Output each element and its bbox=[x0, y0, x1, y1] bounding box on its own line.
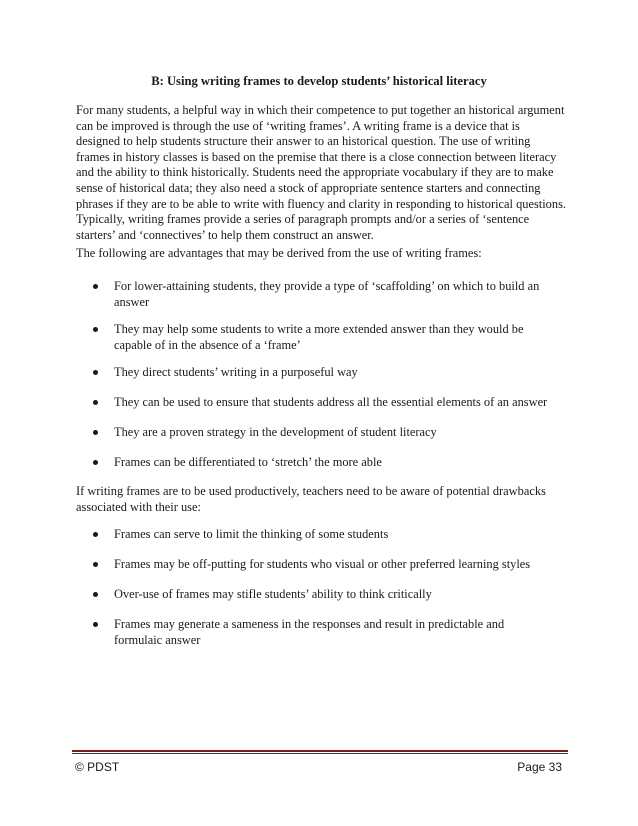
footer-page-number: Page 33 bbox=[517, 760, 562, 774]
bullet-icon bbox=[93, 327, 98, 332]
advantage-list-item: They direct students’ writing in a purposeful way bbox=[93, 365, 553, 381]
bullet-icon bbox=[93, 592, 98, 597]
bullet-icon bbox=[93, 430, 98, 435]
drawback-list-item: Frames can serve to limit the thinking of some students bbox=[93, 527, 553, 543]
intro-paragraph: For many students, a helpful way in which their competence to put together an historical argument can be improved is through the use of ‘writing frames’. A writing frame is a device that is designed to help students structure their answer to an historical question. The use of writing frames in history classes is based on the premise that there is a close connection between literacy and the ability to think historically. Students need the appropriate vocabulary if they are to make sense of historical data; they also need a stock of appropriate sentence starters and connecting phrases if they are to be able to write with fluency and clarity in responding to historical questions. Typically, writing frames provide a series of paragraph prompts and/or a series of ‘sentence starters’ and ‘connectives’ to help them construct an answer. bbox=[76, 103, 566, 242]
advantages-intro-paragraph: The following are advantages that may be derived from the use of writing frames: bbox=[76, 246, 482, 260]
drawback-list-item: Frames may generate a sameness in the responses and result in predictable and formulaic answer bbox=[93, 617, 553, 648]
bullet-icon bbox=[93, 400, 98, 405]
advantage-list-item: They can be used to ensure that students address all the essential elements of an answer bbox=[93, 395, 553, 411]
footer-rule bbox=[72, 750, 568, 752]
advantage-list-item: For lower-attaining students, they provide a type of ‘scaffolding’ on which to build an answer bbox=[93, 279, 553, 310]
bullet-icon bbox=[93, 370, 98, 375]
drawback-list-item: Over-use of frames may stifle students’ ability to think critically bbox=[93, 587, 553, 603]
drawbacks-intro-paragraph: If writing frames are to be used productively, teachers need to be aware of potential drawbacks associated with their use: bbox=[76, 484, 546, 514]
advantage-list-item: They are a proven strategy in the development of student literacy bbox=[93, 425, 553, 441]
bullet-icon bbox=[93, 532, 98, 537]
bullet-icon bbox=[93, 284, 98, 289]
drawback-list-item: Frames may be off-putting for students who visual or other preferred learning styles bbox=[93, 557, 553, 573]
advantage-list-item: They may help some students to write a more extended answer than they would be capable of in the absence of a ‘frame’ bbox=[93, 322, 553, 353]
bullet-icon bbox=[93, 562, 98, 567]
section-heading: B: Using writing frames to develop students’ historical literacy bbox=[151, 74, 487, 88]
footer-rule-thin bbox=[72, 753, 568, 754]
bullet-icon bbox=[93, 622, 98, 627]
footer-copyright: © PDST bbox=[75, 760, 120, 774]
advantage-list-item: Frames can be differentiated to ‘stretch’ the more able bbox=[93, 455, 553, 471]
bullet-icon bbox=[93, 460, 98, 465]
